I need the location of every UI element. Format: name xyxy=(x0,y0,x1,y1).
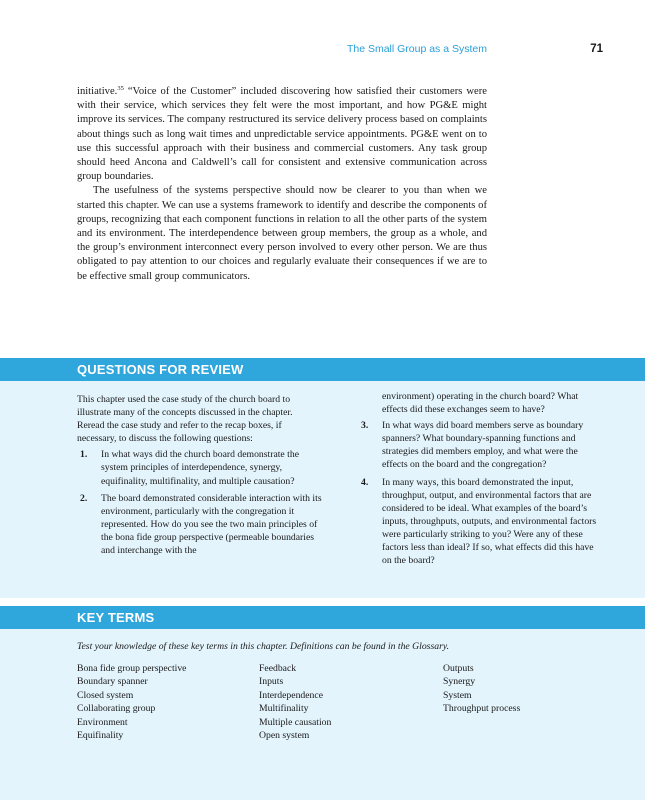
paragraph-1 xyxy=(77,85,487,184)
key-term: Throughput process xyxy=(443,703,521,715)
key-term: Outputs xyxy=(443,663,474,674)
key-term: Bona fide group perspective xyxy=(77,663,187,674)
review-question-2-continued: environment) operating in the church board? What effects did these exchanges seem to have? xyxy=(382,391,579,416)
key-terms-header-bar xyxy=(0,606,645,629)
key-terms-column-3 xyxy=(443,662,520,716)
key-term: Interdependence xyxy=(259,689,324,701)
question-text: In what ways did board members serve as boundary spanners? What boundary-spanning functions and strategies did members employ, and what were the effects on the board and the congregation? xyxy=(382,420,584,471)
paragraph-1-rest: “Voice of the Customer” included discovering how satisfied their customers were with their service, which services they felt were the most important, and how PG&E might improve its services. The company restructured its service delivery process based on complaints about things such as long wait times and unpredictable service appointments. PG&E went on to use this successful approach with their business and commercial customers. Any task group should heed Ancona and Caldwell’s call for consistent and extensive communication across group boundaries. xyxy=(77,86,487,183)
review-left-column xyxy=(77,393,322,561)
footnote-ref: 35 xyxy=(117,85,124,92)
question-text: In what ways did the church board demonstrate the system principles of interdependence, synergy, equifinality, multifinality, and multiple causation? xyxy=(101,449,299,487)
review-question-list-continued xyxy=(358,419,604,567)
question-text: In many ways, this board demonstrated the input, throughput, output, and environmental factors that are considered to be ideal. What examples of the board’s inputs, throughputs, outputs, and environmental factors were particularly striking to you? Were any of these factors less than ideal? If so, what effects did this have on the board? xyxy=(382,476,597,567)
key-term: Closed system xyxy=(77,689,134,701)
review-right-column xyxy=(358,390,604,571)
key-terms-column-1 xyxy=(77,662,187,742)
key-terms-column-2 xyxy=(259,662,331,742)
key-term: Equifinality xyxy=(77,730,124,742)
review-question-3 xyxy=(358,419,604,471)
review-question-1 xyxy=(77,448,322,487)
question-number: 1. xyxy=(80,449,88,461)
key-term: Inputs xyxy=(259,676,284,688)
key-terms-intro: Test your knowledge of these key terms in this chapter. Definitions can be found in the Glossary. xyxy=(77,641,450,652)
running-title: The Small Group as a System xyxy=(346,43,487,55)
review-intro: This chapter used the case study of the church board to illustrate many of the concepts discussed in the chapter. Reread the case study and refer to the recap boxes, if necessary, to discuss the following questions: xyxy=(77,394,293,445)
paragraph-1-start: initiative. xyxy=(77,86,118,97)
question-number: 4. xyxy=(361,476,369,488)
key-term: Open system xyxy=(259,730,310,742)
key-term: Synergy xyxy=(443,676,476,688)
key-term: Environment xyxy=(77,716,128,728)
review-question-2 xyxy=(77,492,322,557)
key-term: Multiple causation xyxy=(259,716,332,728)
page-number: 71 xyxy=(590,43,603,55)
question-number: 2. xyxy=(80,492,88,504)
review-question-list xyxy=(77,448,322,557)
key-term: Collaborating group xyxy=(77,703,156,715)
running-head xyxy=(0,43,645,59)
key-term: Multifinality xyxy=(259,703,309,715)
key-terms-heading: KEY TERMS xyxy=(77,610,155,625)
question-text: The board demonstrated considerable interaction with its environment, particularly with the congregation it represented. How do you see the two main principles of the bona fide group perspective (permeable boundaries and interchange with the xyxy=(101,492,322,557)
body-text xyxy=(77,85,487,284)
key-term: System xyxy=(443,689,472,701)
paragraph-2: The usefulness of the systems perspective should now be clearer to you than when we started this chapter. We can use a systems framework to identify and describe the components of groups, recognizing that each component functions in relation to all the other parts of the system and its environment. The interdependence between group members, the group as a whole, and the group’s environment interconnect every person involved to every other person. We are thus obligated to pay attention to our choices and regularly evaluate their consequences if we are to be effective small group communicators. xyxy=(77,185,487,282)
review-header-bar xyxy=(0,358,645,381)
review-heading: QUESTIONS FOR REVIEW xyxy=(77,362,244,377)
review-question-4 xyxy=(358,476,604,568)
key-term: Feedback xyxy=(259,663,297,674)
key-term: Boundary spanner xyxy=(77,676,148,688)
question-number: 3. xyxy=(361,420,369,432)
